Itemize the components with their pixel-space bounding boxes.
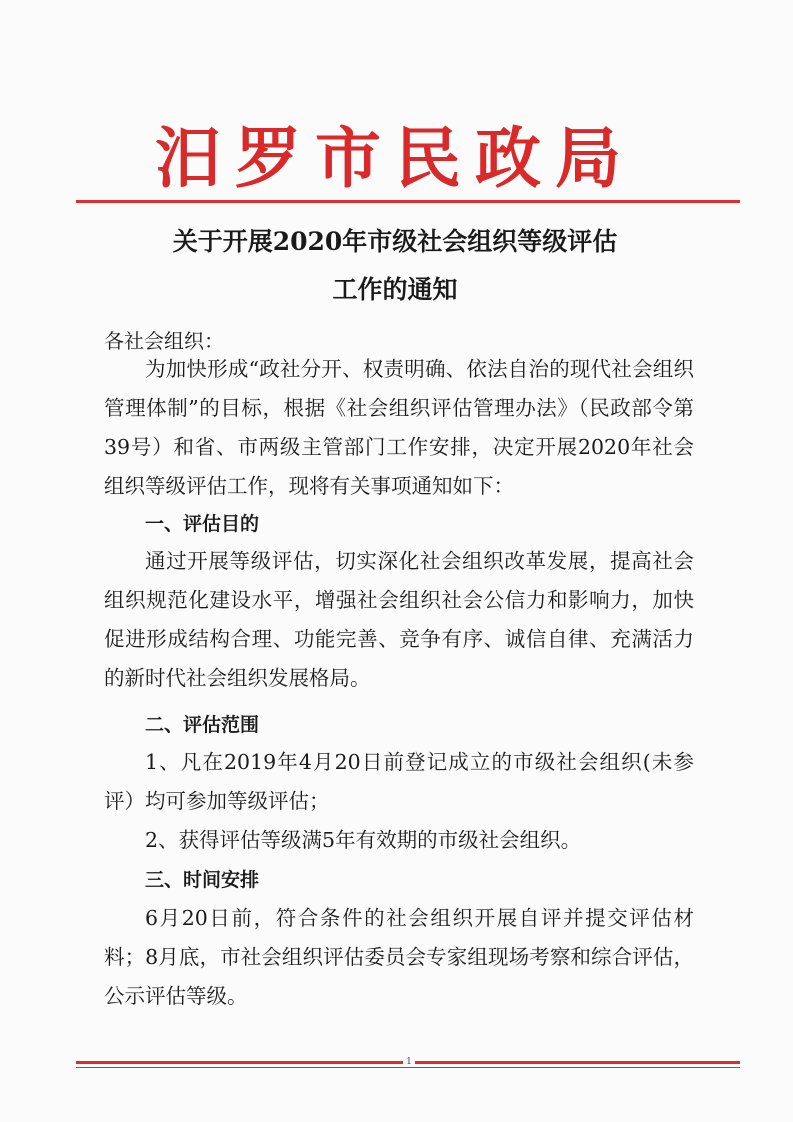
letterhead-title: 汨罗市民政局 [155, 119, 635, 197]
notice-title-line-2: 工作的通知 [332, 275, 458, 304]
section-heading-schedule: 三、时间安排 [145, 869, 260, 891]
scope-item-1: 1、凡在2019年4月20日前登记成立的市级社会组织(未参评）均可参加等级评估； [104, 750, 694, 813]
scope-item-2: 2、获得评估等级满5年有效期的市级社会组织。 [145, 828, 582, 852]
letterhead-red-rule [76, 200, 740, 203]
schedule-paragraph: 6月20日前，符合条件的社会组织开展自评并提交评估材料；8月底，市社会组织评估委员会专家组现场考察和综合评估，公示评估等级。 [104, 906, 694, 1008]
footer-red-rule-thin [76, 1067, 740, 1068]
page-number: 1 [403, 1057, 415, 1067]
salutation: 各社会组织： [104, 329, 224, 353]
section-heading-scope: 二、评估范围 [145, 714, 260, 736]
purpose-paragraph: 通过开展等级评估，切实深化社会组织改革发展，提高社会组织规范化建设水平，增强社会组织社会公信力和影响力，加快促进形成结构合理、功能完善、竞争有序、诚信自律、充满活力的新时代社会组织发展格局。 [104, 549, 694, 690]
notice-title-line-1: 关于开展2020年市级社会组织等级评估 [172, 227, 618, 256]
intro-paragraph: 为加快形成“政社分开、权责明确、依法自治的现代社会组织管理体制”的目标，根据《社会组织评估管理办法》（民政部令第39号）和省、市两级主管部门工作安排，决定开展2020年社会组织等级评估工作，现将有关事项通知如下： [104, 357, 694, 498]
section-heading-purpose: 一、评估目的 [145, 513, 260, 535]
